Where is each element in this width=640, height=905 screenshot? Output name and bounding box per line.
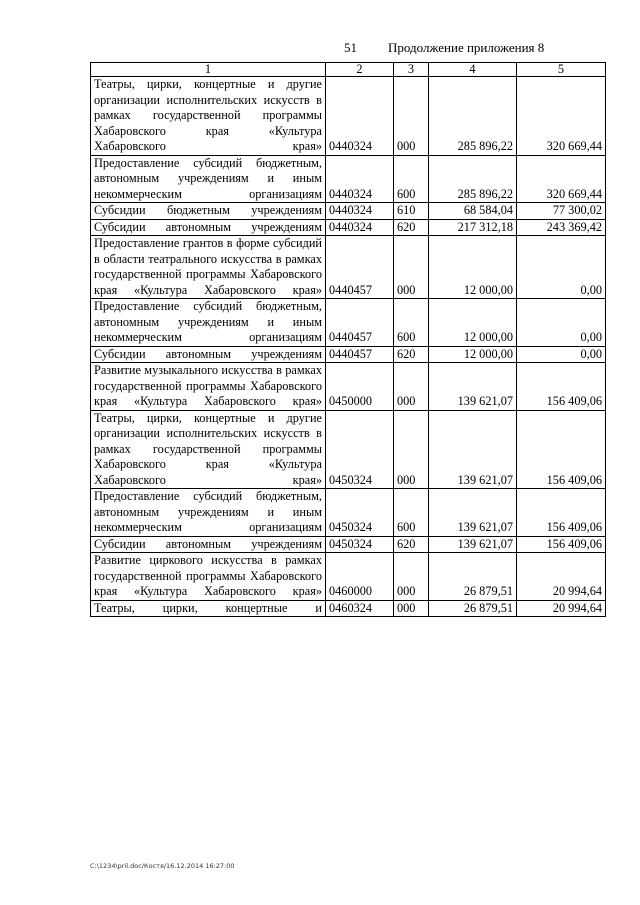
table-row [91,299,606,347]
row-value-2015-cell: 0,00 [517,236,606,299]
column-header: 2 [326,63,394,77]
row-value-2015-cell: 20 994,64 [517,600,606,617]
row-type-cell: 610 [394,203,429,220]
row-code-cell: 0460324 [326,600,394,617]
row-name-cell: Предоставление грантов в форме субсидий в области театрального искусства в рамках государственной программы Хабаровского края «Культура Хабаровского края» [91,236,326,299]
row-type-cell: 000 [394,553,429,601]
row-code-cell: 0440324 [326,155,394,203]
row-value-2014-cell: 285 896,22 [429,155,517,203]
row-type-cell: 620 [394,219,429,236]
row-name-cell: Предоставление субсидий бюджетным, автономным учреждениям и иным некоммерческим организациям [91,299,326,347]
row-value-2014-cell: 26 879,51 [429,553,517,601]
row-value-2014-cell: 26 879,51 [429,600,517,617]
row-value-2014-cell: 217 312,18 [429,219,517,236]
table-row [91,553,606,601]
row-code-cell: 0440457 [326,236,394,299]
budget-table [90,62,606,617]
row-value-2014-cell: 12 000,00 [429,236,517,299]
row-type-cell: 000 [394,236,429,299]
row-name-cell: Субсидии автономным учреждениям [91,346,326,363]
table-row [91,155,606,203]
row-name-cell: Субсидии автономным учреждениям [91,219,326,236]
column-header: 5 [517,63,606,77]
row-value-2015-cell: 320 669,44 [517,155,606,203]
row-name-cell: Театры, цирки, концертные и другие организации исполнительских искусств в рамках государственной программы Хабаровского края «Культура Хабаровского края» [91,410,326,489]
row-type-cell: 000 [394,363,429,411]
row-value-2015-cell: 20 994,64 [517,553,606,601]
table-row [91,77,606,156]
table-row [91,536,606,553]
row-name-cell: Развитие циркового искусства в рамках государственной программы Хабаровского края «Культура Хабаровского края» [91,553,326,601]
row-value-2015-cell: 156 409,06 [517,536,606,553]
row-type-cell: 600 [394,299,429,347]
row-code-cell: 0450324 [326,410,394,489]
column-header: 1 [91,63,326,77]
row-value-2015-cell: 243 369,42 [517,219,606,236]
table-row [91,219,606,236]
row-name-cell: Субсидии автономным учреждениям [91,536,326,553]
row-value-2015-cell: 156 409,06 [517,410,606,489]
row-name-cell: Предоставление субсидий бюджетным, автономным учреждениям и иным некоммерческим организациям [91,489,326,537]
row-value-2014-cell: 139 621,07 [429,410,517,489]
row-code-cell: 0450324 [326,489,394,537]
row-value-2015-cell: 77 300,02 [517,203,606,220]
row-value-2014-cell: 139 621,07 [429,489,517,537]
row-name-cell: Театры, цирки, концертные и [91,600,326,617]
row-value-2014-cell: 285 896,22 [429,77,517,156]
row-name-cell: Развитие музыкального искусства в рамках государственной программы Хабаровского края «Культура Хабаровского края» [91,363,326,411]
document-path-footer: C:\1234\pril.doc/Костя/16.12.2014 16:27:00 [90,862,235,870]
row-value-2014-cell: 12 000,00 [429,299,517,347]
table-row [91,410,606,489]
row-code-cell: 0440457 [326,346,394,363]
column-header: 4 [429,63,517,77]
row-name-cell: Предоставление субсидий бюджетным, автономным учреждениям и иным некоммерческим организациям [91,155,326,203]
row-code-cell: 0440457 [326,299,394,347]
row-type-cell: 620 [394,346,429,363]
row-name-cell: Театры, цирки, концертные и другие организации исполнительских искусств в рамках государственной программы Хабаровского края «Культура Хабаровского края» [91,77,326,156]
row-value-2014-cell: 139 621,07 [429,536,517,553]
row-value-2014-cell: 12 000,00 [429,346,517,363]
row-value-2015-cell: 156 409,06 [517,363,606,411]
row-type-cell: 620 [394,536,429,553]
row-value-2014-cell: 139 621,07 [429,363,517,411]
row-type-cell: 000 [394,77,429,156]
table-body [91,77,606,617]
row-code-cell: 0450324 [326,536,394,553]
row-value-2015-cell: 0,00 [517,299,606,347]
table-row [91,236,606,299]
column-header: 3 [394,63,429,77]
row-code-cell: 0440324 [326,219,394,236]
table-row [91,346,606,363]
table-row [91,363,606,411]
row-code-cell: 0440324 [326,77,394,156]
page-number: 51 [344,40,357,55]
row-code-cell: 0460000 [326,553,394,601]
table-header-row [91,63,606,77]
table-row [91,489,606,537]
table-row [91,600,606,617]
row-code-cell: 0450000 [326,363,394,411]
row-type-cell: 000 [394,410,429,489]
row-value-2015-cell: 156 409,06 [517,489,606,537]
row-value-2015-cell: 320 669,44 [517,77,606,156]
row-type-cell: 000 [394,600,429,617]
row-code-cell: 0440324 [326,203,394,220]
row-type-cell: 600 [394,155,429,203]
page-subtitle: Продолжение приложения 8 [388,40,545,55]
row-type-cell: 600 [394,489,429,537]
row-name-cell: Субсидии бюджетным учреждениям [91,203,326,220]
table-row [91,203,606,220]
row-value-2014-cell: 68 584,04 [429,203,517,220]
row-value-2015-cell: 0,00 [517,346,606,363]
